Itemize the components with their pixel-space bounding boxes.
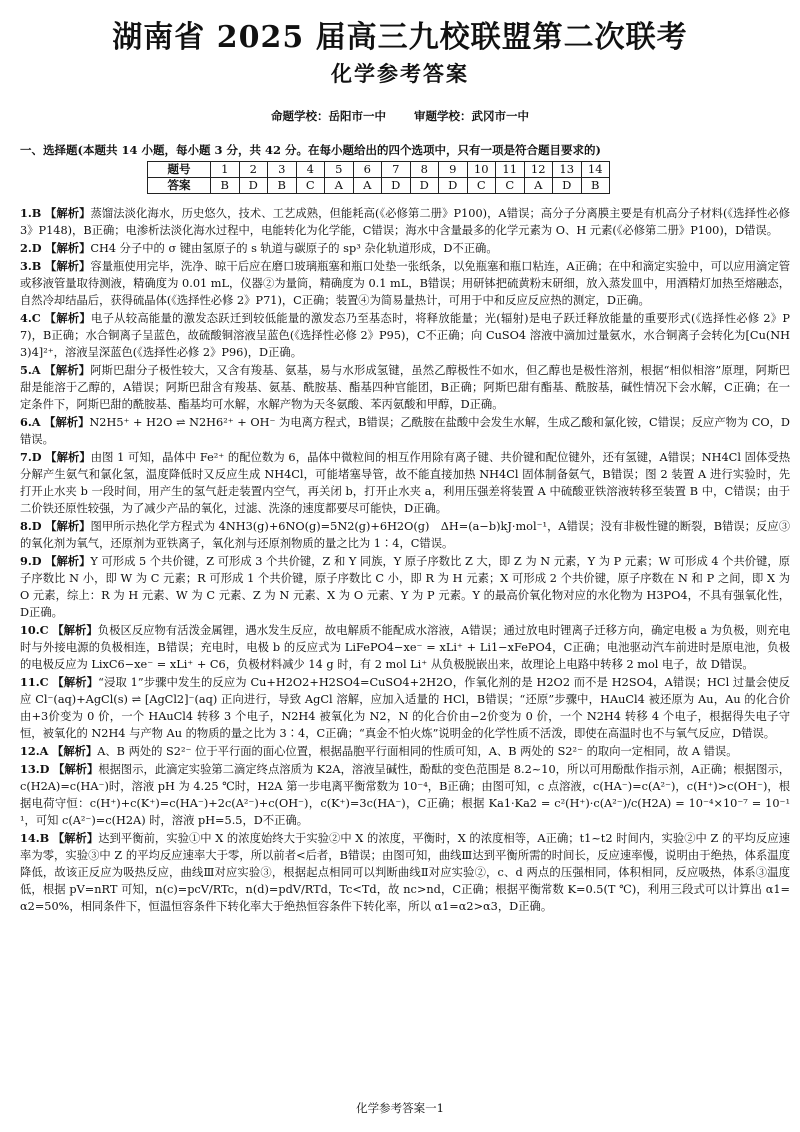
reviewer-school: 审题学校：武冈市一中 (414, 109, 529, 123)
item-text: CH4 分子中的 σ 键由氢原子的 s 轨道与碳原子的 sp³ 杂化轨道形成，D不正确。 (90, 242, 498, 255)
item-answer: 3.B (20, 259, 42, 273)
explanation-item (20, 518, 790, 552)
explanation-item (20, 553, 790, 621)
explanation-item (20, 743, 790, 760)
answer-cell: C (467, 178, 496, 194)
item-tag: 【解析】 (45, 241, 91, 255)
item-tag: 【解析】 (45, 519, 91, 533)
answer-cell: A (524, 178, 553, 194)
item-answer: 4.C (20, 311, 41, 325)
explanation-item (20, 761, 790, 829)
explanation-item (20, 258, 790, 309)
answer-cell: D (239, 178, 268, 194)
explanation-item (20, 674, 790, 742)
item-tag: 【解析】 (45, 450, 91, 464)
item-answer: 11.C (20, 675, 49, 689)
item-tag: 【解析】 (52, 623, 98, 637)
question-number: 14 (581, 162, 610, 178)
item-answer: 5.A (20, 363, 41, 377)
item-text: Y 可形成 5 个共价键，Z 可形成 3 个共价键，Z 和 Y 同族，Y 原子序数比 Z 大，即 Z 为 N 元素，Y 为 P 元素；W 可形成 4 个共价键，原子序数比 N 小，即 W 为 C 元素；R 可形成 1 个共价键，原子序数比 C 小，即 R 为 H 元素；X 可形成 2 个共价键，原子序数在 N 和 P 之间，即 X 为 O 元素，综上：R 为 H 元素、W 为 C 元素、Z 为 N 元素、X 为 O 元素、Y 为 P 元素。Y 的最高价氧化物对应的水化物为 H3PO4，不具有强氧化性，D正确。 (20, 555, 790, 619)
question-number: 3 (268, 162, 297, 178)
item-text: N2H5⁺ + H2O ⇌ N2H6²⁺ + OH⁻ 为电离方程式，B错误；乙酰胺在盐酸中会发生水解，生成乙酸和氯化铵，C错误；反应产物为 CO，D错误。 (20, 416, 790, 446)
item-tag: 【解析】 (45, 554, 91, 568)
answer-cell: B (211, 178, 240, 194)
item-text: 蒸馏法淡化海水，历史悠久，技术、工艺成熟，但能耗高(《必修第二册》P100)，A错误；高分子分离膜主要是有机高分子材料(《选择性必修 3》P148)，B正确；电渗析法淡化海水过程中，电能转化为化学能，C错误；海水中含量最多的化学元素为 O、H 元素(《必修第二册》P100)，D错误。 (20, 207, 790, 237)
section-heading: 一、选择题(本题共 14 小题，每小题 3 分，共 42 分。在每小题给出的四个选项中，只有一项是符合题目要求的) (20, 143, 601, 157)
item-answer: 7.D (20, 450, 42, 464)
answer-cell: D (439, 178, 468, 194)
item-text: “浸取 1”步骤中发生的反应为 Cu+H2O2+H2SO4=CuSO4+2H2O，作氧化剂的是 H2O2 而不是 H2SO4，A错误；HCl 过量会使反应 Cl⁻(aq)+AgCl(s) ⇌ [AgCl2]⁻(aq) 正向进行，导致 AgCl 溶解，应加入适量的 HCl，B错误；“还原”步骤中，HAuCl4 被还原为 Au，Au 的化合价由+3价变为 0 价，一个 HAuCl4 转移 3 个电子，N2H4 被氧化为 N2，N 的化合价由−2价变为 0 价，一个 N2H4 转移 4 个电子，根据得失电子守恒，被氧化的 N2H4 与产物 Au 的物质的量之比为 3∶4，C正确；“真金不怕火炼”说明金的化学性质不活泼，即使在高温时也不与氧气反应，D错误。 (20, 676, 790, 740)
question-number: 12 (524, 162, 553, 178)
item-tag: 【解析】 (44, 415, 90, 429)
item-text: 图甲所示热化学方程式为 4NH3(g)+6NO(g)=5N2(g)+6H2O(g) ΔH=(a−b)kJ·mol⁻¹，A错误；没有非极性键的断裂，B错误；反应③的氧化剂为氧气，还原剂为亚铁离子，氧化剂与还原剂物质的量之比为 1∶4，C错误。 (20, 520, 791, 550)
question-number: 6 (353, 162, 382, 178)
explanation-list (20, 205, 790, 916)
item-text: A、B 两处的 S2²⁻ 位于平行面的面心位置，根据晶胞平行面相同的性质可知，A、B 两处的 S2²⁻ 的取向一定相同，故 A 错误。 (97, 745, 738, 758)
answer-cell: A (353, 178, 382, 194)
answer-table-answer-row (148, 178, 610, 194)
item-answer: 9.D (20, 554, 42, 568)
item-text: 根据图示，此滴定实验第二滴定终点溶质为 K2A，溶液呈碱性，酚酞的变色范围是 8.2~10，所以可用酚酞作指示剂，A正确；根据图示，c(H2A)=c(HA⁻)时，溶液 pH 为 4.25 ℃时，H2A 第一步电离平衡常数为 10⁻⁴，B正确；由图可知，c 点溶液，c(HA⁻)=c(A²⁻)，c(H⁺)>c(OH⁻)，根据电荷守恒：c(H⁺)+c(K⁺)=c(HA⁻)+2c(A²⁻)+c(OH⁻)，c(K⁺)=3c(HA⁻)，C正确；根据 Ka1·Ka2 = c²(H⁺)·c(A²⁻)/c(H2A) = 10⁻⁴×10⁻⁷ = 10⁻¹¹，可知 c(A²⁻)=c(H2A) 时，溶液 pH=5.5，D不正确。 (20, 763, 791, 827)
page-subtitle: 化学参考答案 (331, 61, 469, 86)
item-tag: 【解析】 (45, 206, 91, 220)
item-tag: 【解析】 (44, 259, 91, 273)
question-number: 1 (211, 162, 240, 178)
explanation-item (20, 449, 790, 517)
item-tag: 【解析】 (52, 675, 99, 689)
school-credits (0, 108, 800, 124)
item-answer: 2.D (20, 241, 42, 255)
item-answer: 1.B (20, 206, 42, 220)
item-answer: 13.D (20, 762, 50, 776)
proposer-school: 命题学校：岳阳市一中 (270, 109, 386, 123)
explanation-item (20, 310, 790, 361)
item-tag: 【解析】 (52, 831, 99, 845)
question-number: 9 (439, 162, 468, 178)
explanation-item (20, 240, 790, 257)
question-number: 8 (410, 162, 439, 178)
question-number: 11 (496, 162, 525, 178)
answer-cell: C (496, 178, 525, 194)
explanation-item (20, 414, 790, 448)
item-answer: 8.D (20, 519, 42, 533)
item-tag: 【解析】 (44, 363, 91, 377)
explanation-item (20, 205, 790, 239)
answer-table (147, 161, 610, 194)
number-row-label: 题号 (148, 162, 211, 178)
question-number: 5 (325, 162, 354, 178)
page-footer: 化学参考答案一1 (356, 1101, 444, 1115)
answer-cell: D (410, 178, 439, 194)
item-text: 阿斯巴甜分子极性较大，又含有羧基、氨基，易与水形成氢键，虽然乙醇极性不如水，但乙醇也是极性溶剂，根据“相似相溶”原理，阿斯巴甜是能溶于乙醇的，A错误；阿斯巴甜含有羧基、氨基、酰胺基、酯基四种官能团，B正确；阿斯巴甜有酯基、酰胺基，碱性情况下会水解，C正确；在一定条件下，阿斯巴甜的酰胺基、酯基均可水解，水解产物为天冬氨酸、苯丙氨酸和甲醇，D正确。 (20, 364, 790, 411)
item-answer: 12.A (20, 744, 49, 758)
question-number: 4 (296, 162, 325, 178)
answer-row-label: 答案 (148, 178, 211, 194)
item-text: 由图 1 可知，晶体中 Fe²⁺ 的配位数为 6，晶体中微粒间的相互作用除有离子键、共价键和配位键外，还有氢键，A错误；NH4Cl 固体受热分解产生氨气和氯化氢，温度降低时又反应生成 NH4Cl，可能堵塞导管，故不能直接加热 NH4Cl 固体制备氨气，B错误；图 2 装置 A 进行实验时，先打开止水夹 b 一段时间，用产生的氢气赶走装置内空气，再关闭 b，打开止水夹 a，利用压强差将装置 A 中硫酸亚铁溶液转移至装置 B 中，C错误；由于二价铁还原性较强，为了减少产品的氧化，过滤、洗涤的速度都要尽可能快，D正确。 (20, 451, 790, 515)
item-tag: 【解析】 (52, 744, 98, 758)
answer-cell: C (296, 178, 325, 194)
item-text: 达到平衡前，实验①中 X 的浓度始终大于实验②中 X 的浓度，平衡时，X 的浓度相等，A正确；t1~t2 时间内，实验②中 Z 的平均反应速率为零，实验③中 Z 的平均反应速率大于零，所以前者<后者，B错误；由图可知，曲线Ⅲ达到平衡所需的时间长，反应速率慢，说明由于绝热，体系温度降低，故该正反应为吸热反应，曲线Ⅲ对应实验③，根据起点相同可以判断曲线Ⅱ对应实验②，c、d 两点的压强相同，体积相同，反应吸热，体系③温度低，根据 pV=nRT 可知，n(c)=pcV/RTc，n(d)=pdV/RTd，Tc<Td，故 nc>nd，C正确；根据平衡常数 K=0.5(T ℃)，利用三段式可以计算出 α1=α2=50%，相同条件下，恒温恒容条件下转化率大于绝热恒容条件下转化率，所以 α1=α2>α3，D正确。 (20, 832, 790, 913)
explanation-item (20, 830, 790, 915)
item-text: 负极区反应物有活泼金属锂，遇水发生反应，故电解质不能配成水溶液，A错误；通过放电时锂离子迁移方向，确定电极 a 为负极，则充电时与外接电源的负极相连，B错误；充电时，电极 b 的反应式为 LiFePO4−xe⁻ = xLi⁺ + Li1−xFePO4，C正确；电池驱动汽车前进时是原电池，负极的电极反应为 LixC6−xe⁻ = xLi⁺ + C6，负极材料减少 14 g 时，有 2 mol Li⁺ 从负极脱嵌出来，故理论上电路中转移 2 mol 电子，故 D错误。 (20, 624, 790, 671)
answer-cell: D (382, 178, 411, 194)
explanation-item (20, 362, 790, 413)
item-answer: 6.A (20, 415, 41, 429)
answer-table-number-row (148, 162, 610, 178)
item-tag: 【解析】 (44, 311, 91, 325)
question-number: 13 (553, 162, 582, 178)
item-text: 容量瓶使用完毕，洗净、晾干后应在磨口玻璃瓶塞和瓶口处垫一张纸条，以免瓶塞和瓶口粘连，A正确；在中和滴定实验中，可以应用滴定管或移液管量取待测液，精确度为 0.01 mL，仪器②为量筒，精确度为 0.1 mL，B错误；用研钵把硫黄粉末研细，放入蒸发皿中，用酒精灯加热至熔融态，自然冷却结晶后，获得硫晶体(《选择性必修 2》P71)，C正确；装置④为简易量热计，可用于中和反应反应热的测定，D正确。 (20, 260, 791, 307)
item-tag: 【解析】 (53, 762, 99, 776)
item-text: 电子从较高能量的激发态跃迁到较低能量的激发态乃至基态时，将释放能量；光(辐射)是电子跃迁释放能量的重要形式(《选择性必修 2》P7)，B正确；水合铜离子呈蓝色，故硫酸铜溶液呈蓝色(《选择性必修 2》P95)，C不正确；向 CuSO4 溶液中滴加过量氨水，水合铜离子会转化为[Cu(NH3)4]²⁺，溶液呈深蓝色(《选择性必修 2》P96)，D正确。 (20, 312, 790, 359)
explanation-item (20, 622, 790, 673)
answer-cell: B (268, 178, 297, 194)
question-number: 2 (239, 162, 268, 178)
answer-cell: D (553, 178, 582, 194)
question-number: 7 (382, 162, 411, 178)
item-answer: 14.B (20, 831, 50, 845)
page-title: 湖南省 2025 届高三九校联盟第二次联考 (112, 20, 688, 55)
answer-cell: A (325, 178, 354, 194)
question-number: 10 (467, 162, 496, 178)
item-answer: 10.C (20, 623, 49, 637)
answer-cell: B (581, 178, 610, 194)
